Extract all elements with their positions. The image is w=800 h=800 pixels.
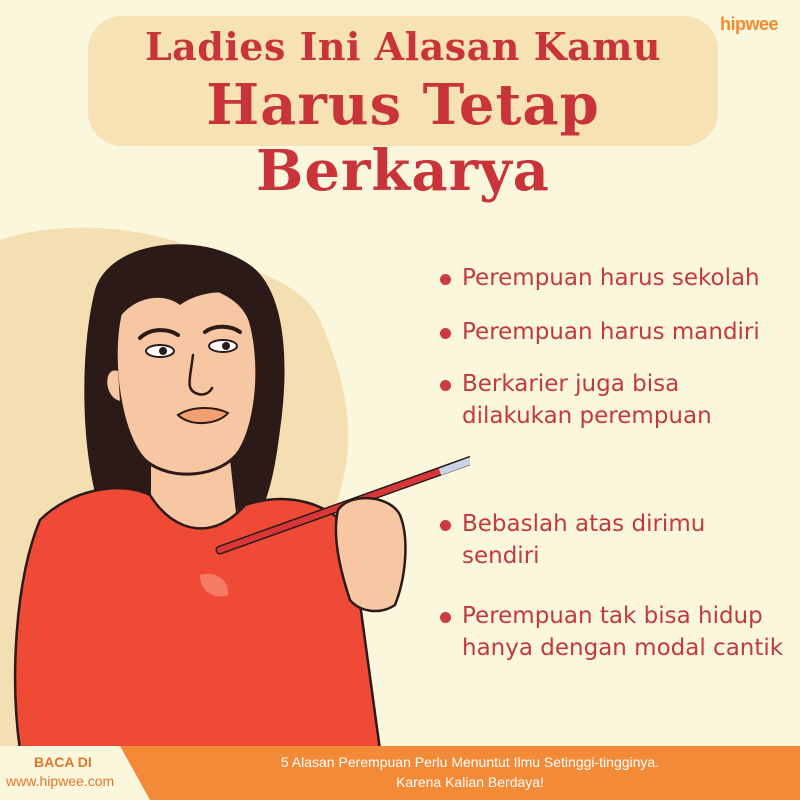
read-on-label: BACA DI — [34, 754, 92, 770]
title-line-2: Harus Tetap Berkarya — [206, 72, 600, 204]
list-item — [436, 262, 796, 294]
list-item-text: Bebaslah atas dirimu — [462, 511, 706, 537]
list-item — [436, 368, 796, 432]
face — [116, 284, 257, 474]
bullet-dot — [440, 380, 451, 391]
source-url-link[interactable]: www.hipwee.com — [6, 773, 115, 789]
title-line-1: Ladies Ini Alasan Kamu — [144, 24, 662, 69]
bullet-dot — [440, 274, 451, 285]
list-item-text: hanya dengan modal cantik — [462, 635, 784, 661]
list-item-text: Berkarier juga bisa — [462, 371, 680, 397]
list-item-text: Perempuan tak bisa hidup — [462, 603, 763, 629]
article-title-line-2: Karena Kalian Berdaya! — [396, 774, 544, 790]
list-item-text: dilakukan perempuan — [462, 403, 712, 429]
woman-illustration — [0, 220, 470, 750]
list-item-text: Perempuan harus mandiri — [462, 319, 760, 345]
bullet-dot — [440, 612, 451, 623]
list-item — [436, 508, 796, 572]
list-item — [436, 316, 796, 348]
list-item — [436, 600, 796, 664]
brand-logo[interactable]: hipwee — [719, 14, 778, 34]
bullet-dot — [440, 328, 451, 339]
article-title-line-1: 5 Alasan Perempuan Perlu Menuntut Ilmu Setinggi-tingginya. — [280, 754, 660, 770]
bullet-dot — [440, 520, 451, 531]
list-item-text: Perempuan harus sekolah — [462, 265, 760, 291]
shirt — [15, 488, 380, 750]
list-item-text: sendiri — [462, 543, 540, 569]
article-title-link[interactable] — [170, 752, 770, 792]
